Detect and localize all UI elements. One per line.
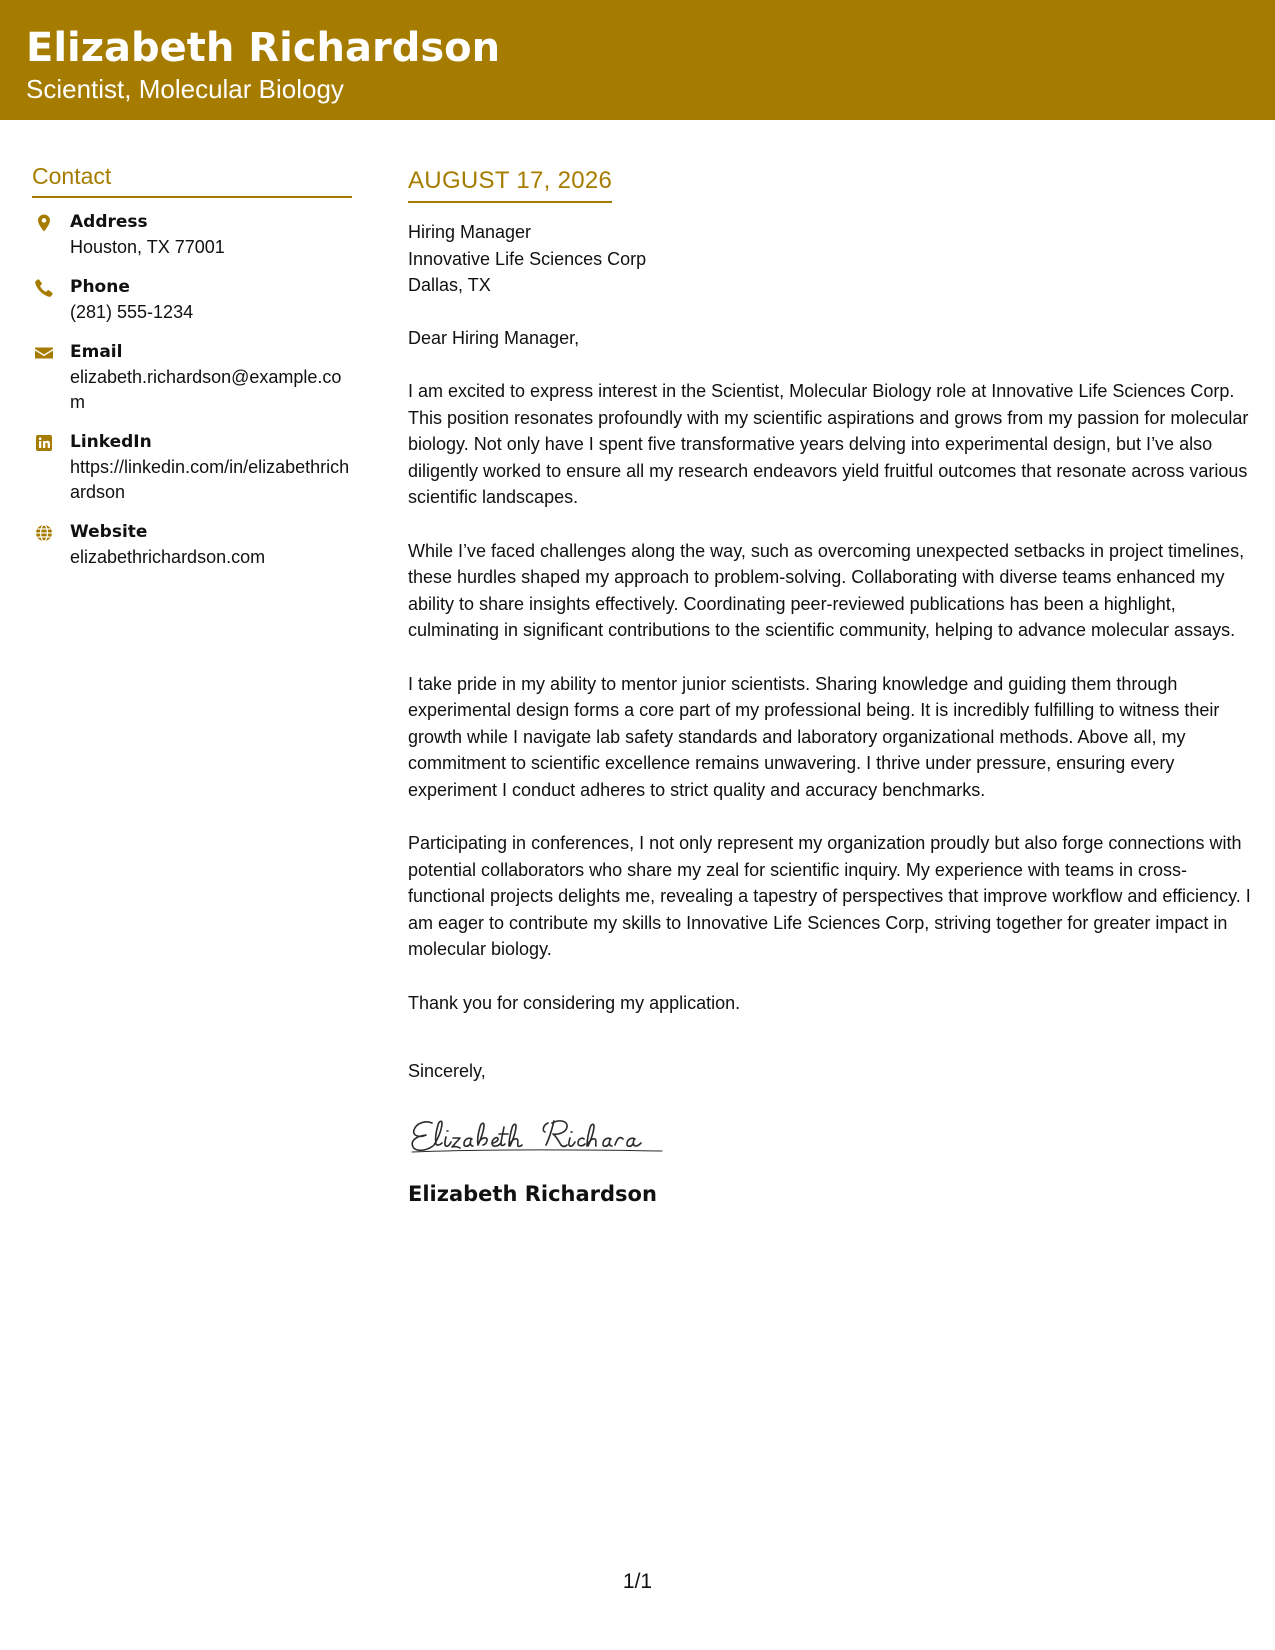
sign-off: Sincerely, [408,1061,486,1081]
envelope-icon [34,343,54,363]
signed-name: Elizabeth Richardson [408,1181,657,1206]
contact-label: Email [70,342,123,362]
closing-line: Thank you for considering my application. [408,992,741,1013]
map-pin-icon [34,213,54,233]
body-paragraph: While I’ve faced challenges along the way, such as overcoming unexpected setbacks in project timelines, these hurdles shaped my approach to problem-solving. Collaborating with diverse teams enhanced my ability to share insights effectively. Coordinating peer-reviewed publications has been a highlight, culminating in significant contributions to the scientific community, helping to advance molecular assays. [408,540,1245,640]
contact-label: LinkedIn [70,432,152,452]
contact-label: Phone [70,277,130,297]
recipient-line: Hiring Manager [408,222,532,242]
applicant-name: Elizabeth Richardson [26,25,501,71]
contact-item-address [32,210,352,260]
contact-item-email [32,340,352,415]
contact-value[interactable]: https://linkedin.com/in/elizabethrichardson [70,457,350,502]
letter-date: AUGUST 17, 2026 [408,164,612,203]
contact-label: Website [70,522,148,542]
body-paragraph: I am excited to express interest in the Scientist, Molecular Biology role at Innovative Life Sciences Corp. This position resonates profoundly with my scientific aspirations and grows from my passion for molecular biology. Not only have I spent five transformative years delving into experimental design, but I’ve also diligently worked to ensure all my research endeavors yield fruitful outcomes that resonate across various scientific landscapes. [408,381,1249,507]
recipient-line: Innovative Life Sciences Corp [408,248,647,269]
contact-section-title: Contact [32,160,352,198]
contact-item-website [32,520,352,570]
handwritten-signature [408,1111,1253,1161]
signature-image [408,1111,668,1161]
applicant-role: Scientist, Molecular Biology [26,74,344,104]
header-banner [0,0,1275,120]
contact-value: (281) 555-1234 [70,302,194,322]
salutation: Dear Hiring Manager, [408,327,580,348]
contact-value[interactable]: elizabethrichardson.com [70,547,266,567]
contact-sidebar [32,160,352,585]
recipient-line: Dallas, TX [408,275,491,295]
page-number: 1/1 [622,1570,653,1593]
globe-icon [34,523,54,543]
contact-item-phone [32,275,352,325]
body-paragraph: I take pride in my ability to mentor junior scientists. Sharing knowledge and guiding them through experimental design forms a core part of my professional being. It is incredibly fulfilling to witness their growth while I navigate lab safety standards and laboratory organizational methods. Above all, my commitment to scientific excellence remains unwavering. I thrive under pressure, ensuring every experiment I conduct adheres to strict quality and accuracy benchmarks. [408,673,1220,800]
contact-value[interactable]: elizabeth.richardson@example.com [70,367,342,412]
contact-label: Address [70,212,148,232]
body-paragraph: Participating in conferences, I not only represent my organization proudly but also forge connections with potential collaborators who share my zeal for scientific inquiry. My experience with teams in cross-functional projects delights me, revealing a tapestry of perspectives that improve workflow and efficiency. I am eager to contribute my skills to Innovative Life Sciences Corp, striving together for greater impact in molecular biology. [408,833,1251,959]
recipient-block [408,219,1253,299]
phone-icon [34,278,54,298]
contact-item-linkedin [32,430,352,505]
linkedin-icon [34,433,54,453]
cover-letter [408,164,1253,1209]
contact-value: Houston, TX 77001 [70,237,225,257]
